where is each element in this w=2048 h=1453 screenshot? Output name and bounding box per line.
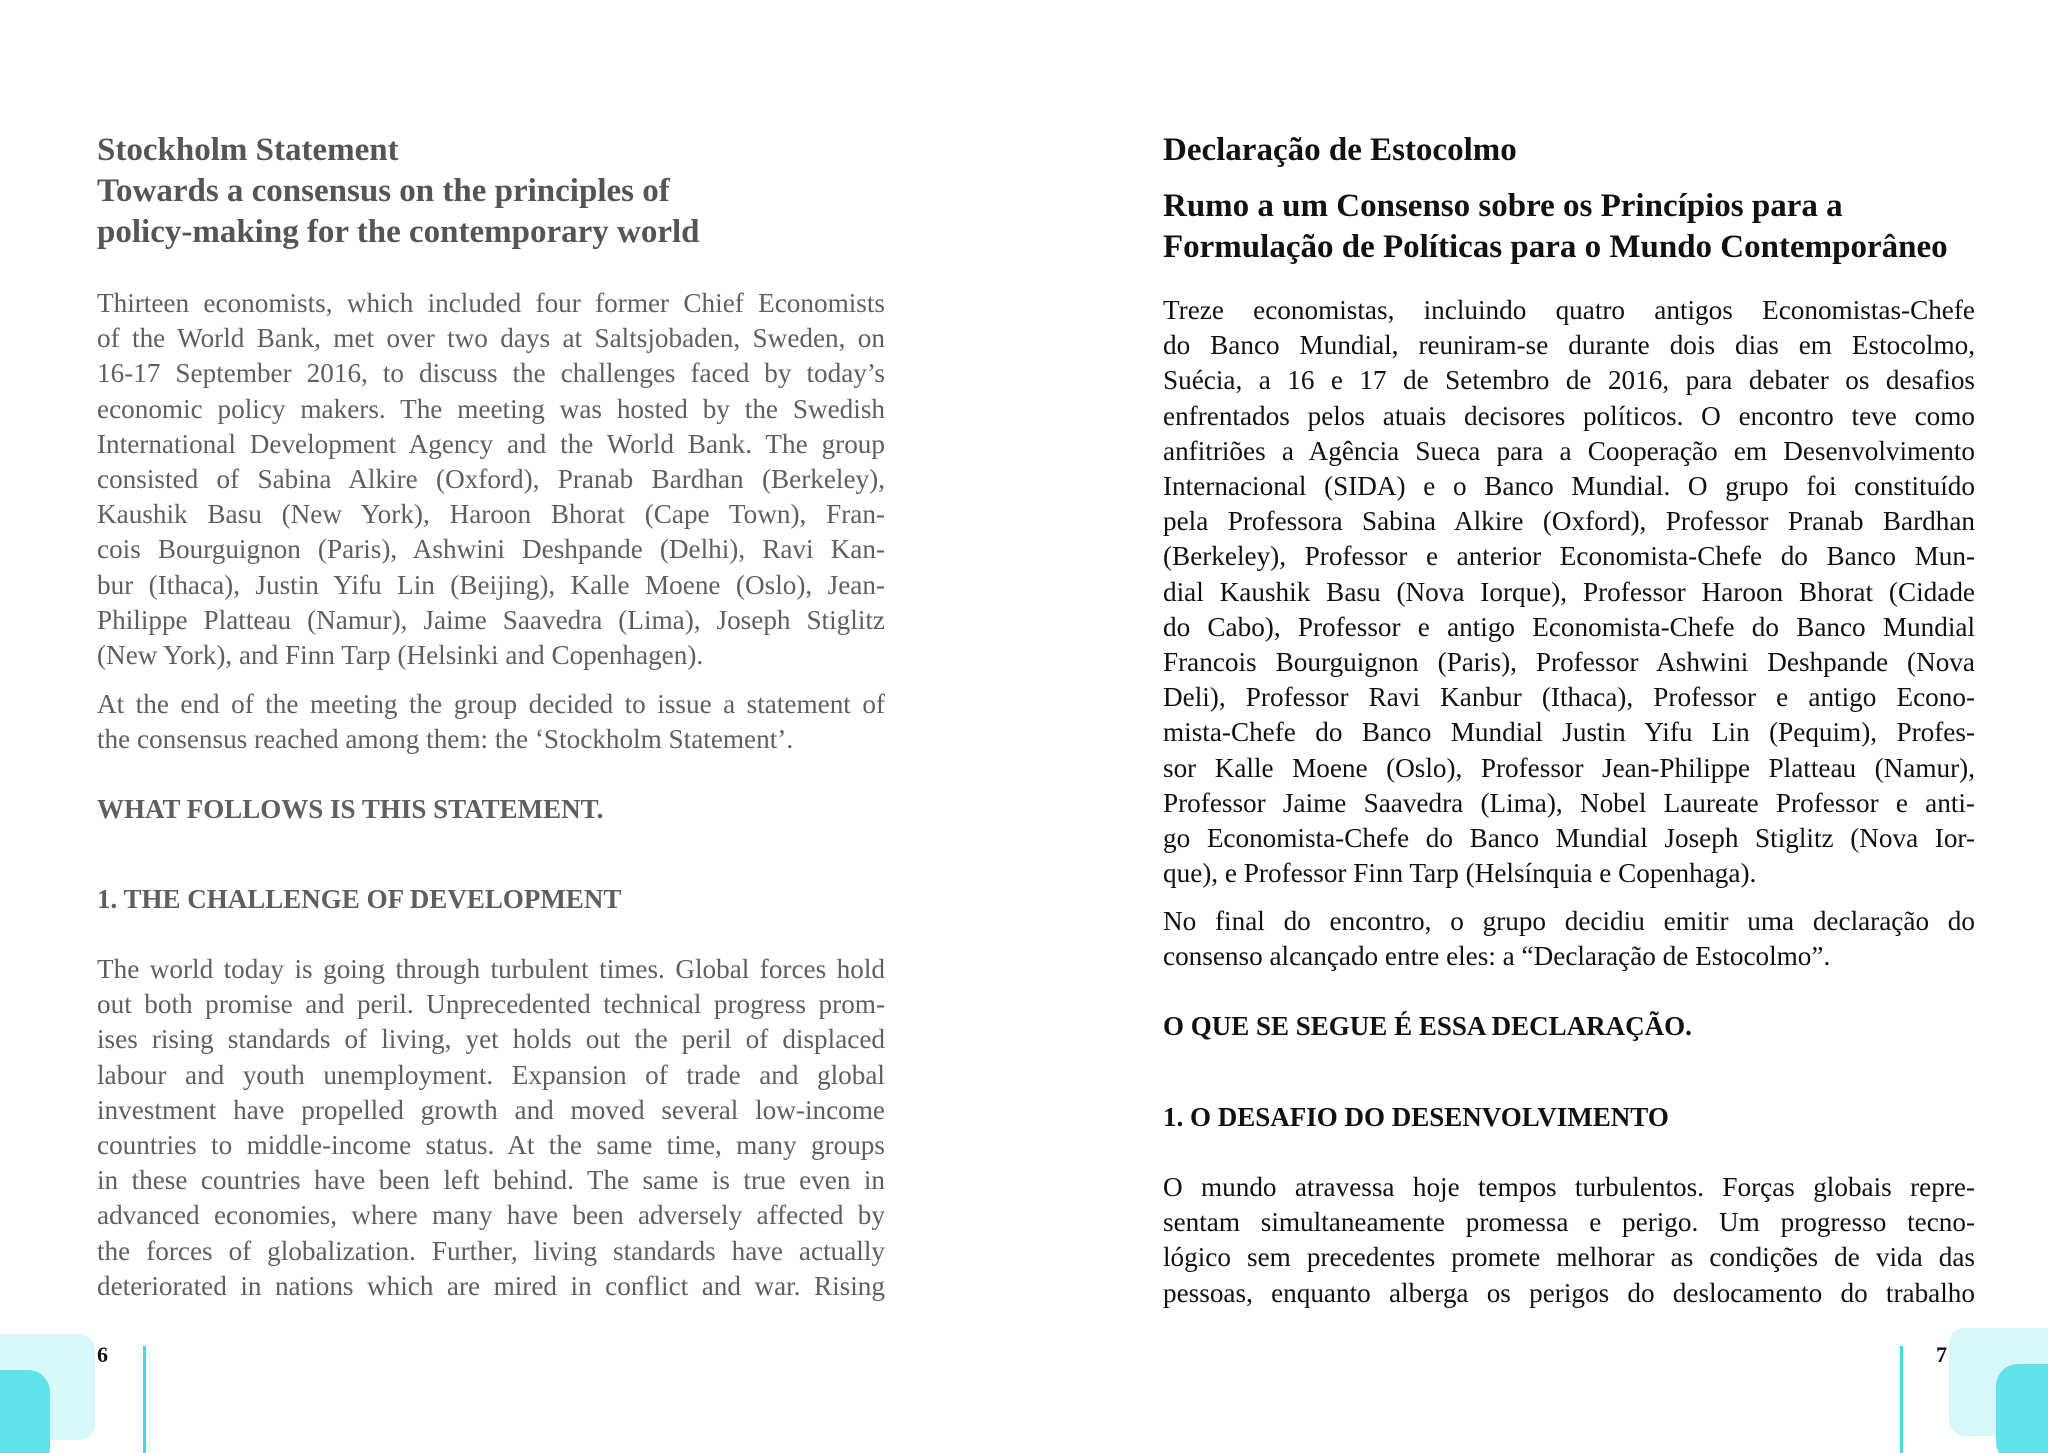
left-title-block [97, 130, 885, 253]
page-subtitle-line-1: Rumo a um Consenso sobre os Princípios para a [1163, 188, 1843, 224]
paragraph-line: enfrentados pelos atuais decisores políticos. O encontro teve como [1163, 400, 1975, 431]
paragraph-line: (Berkeley), Professor e anterior Economista-Chefe do Banco Mun- [1163, 541, 1975, 572]
paragraph-line: At the end of the meeting the group decided to issue a statement of [97, 689, 885, 719]
statement-heading: O QUE SE SEGUE É ESSA DECLARAÇÃO. [1163, 1011, 1692, 1041]
paragraph-line: pela Professora Sabina Alkire (Oxford), Professor Pranab Bardhan [1163, 506, 1975, 537]
page-tab-accent [0, 1370, 50, 1453]
paragraph-line: Thirteen economists, which included four former Chief Economists [97, 288, 885, 318]
paragraph-line: Deli), Professor Ravi Kanbur (Ithaca), Professor e antigo Econo- [1163, 682, 1975, 713]
paragraph-line: sor Kalle Moene (Oslo), Professor Jean-Philippe Platteau (Namur), [1163, 752, 1975, 783]
page-title: Stockholm Statement [97, 132, 399, 168]
left-challenge-paragraph [97, 952, 885, 1304]
page-rule [1900, 1346, 1903, 1453]
paragraph-line: do Banco Mundial, reuniram-se durante dois dias em Estocolmo, [1163, 330, 1975, 361]
paragraph-line: out both promise and peril. Unprecedented technical progress prom- [97, 989, 885, 1020]
paragraph-line: deteriorated in nations which are mired in conflict and war. Rising [97, 1270, 885, 1301]
page-number: 7 [1936, 1342, 1947, 1367]
section-heading: 1. THE CHALLENGE OF DEVELOPMENT [97, 884, 622, 914]
right-intro-paragraph [1163, 293, 1975, 891]
paragraph-line: The world today is going through turbulent times. Global forces hold [97, 954, 885, 984]
paragraph-line: countries to middle-income status. At the same time, many groups [97, 1130, 885, 1161]
paragraph-line: the consensus reached among them: the ‘Stockholm Statement’. [97, 724, 794, 755]
paragraph-line: que), e Professor Finn Tarp (Helsínquia e Copenhaga). [1163, 858, 1757, 889]
page-rule [143, 1346, 146, 1453]
right-challenge-paragraph [1163, 1170, 1975, 1311]
statement-heading: WHAT FOLLOWS IS THIS STATEMENT. [97, 794, 604, 824]
paragraph-line: International Development Agency and the World Bank. The group [97, 428, 885, 459]
paragraph-line: dial Kaushik Basu (Nova Iorque), Professor Haroon Bhorat (Cidade [1163, 576, 1975, 607]
paragraph-line: Professor Jaime Saavedra (Lima), Nobel Laureate Professor e anti- [1163, 787, 1975, 818]
paragraph-line: Kaushik Basu (New York), Haroon Bhorat (Cape Town), Fran- [97, 499, 885, 530]
page-tab-accent [1996, 1364, 2048, 1453]
right-title-block [1163, 130, 1975, 268]
paragraph-line: lógico sem precedentes promete melhorar as condições de vida das [1163, 1242, 1975, 1273]
paragraph-line: No final do encontro, o grupo decidiu emitir uma declaração do [1163, 906, 1975, 936]
page-subtitle-line-2: policy-making for the contemporary world [97, 214, 700, 250]
right-page [1024, 0, 2048, 1453]
paragraph-line: Internacional (SIDA) e o Banco Mundial. O grupo foi constituído [1163, 471, 1975, 502]
page-number: 6 [97, 1342, 108, 1367]
paragraph-line: (New York), and Finn Tarp (Helsinki and Copenhagen). [97, 640, 704, 671]
paragraph-line: do Cabo), Professor e antigo Economista-Chefe do Banco Mundial [1163, 611, 1975, 642]
left-consensus-paragraph [97, 687, 885, 757]
paragraph-line: pessoas, enquanto alberga os perigos do deslocamento do trabalho [1163, 1277, 1975, 1308]
paragraph-line: Francois Bourguignon (Paris), Professor Ashwini Deshpande (Nova [1163, 647, 1975, 678]
right-consensus-paragraph [1163, 904, 1975, 974]
paragraph-line: in these countries have been left behind. The same is true even in [97, 1165, 885, 1196]
paragraph-line: Philippe Platteau (Namur), Jaime Saavedra (Lima), Joseph Stiglitz [97, 604, 885, 635]
paragraph-line: advanced economies, where many have been adversely affected by [97, 1200, 885, 1231]
paragraph-line: bur (Ithaca), Justin Yifu Lin (Beijing), Kalle Moene (Oslo), Jean- [97, 569, 885, 600]
paragraph-line: economic policy makers. The meeting was hosted by the Swedish [97, 393, 885, 424]
paragraph-line: Treze economistas, incluindo quatro antigos Economistas-Chefe [1163, 295, 1975, 325]
paragraph-line: ises rising standards of living, yet holds out the peril of displaced [97, 1024, 885, 1055]
paragraph-line: mista-Chefe do Banco Mundial Justin Yifu Lin (Pequim), Profes- [1163, 717, 1975, 748]
paragraph-line: anfitriões a Agência Sueca para a Cooperação em Desenvolvimento [1163, 435, 1975, 466]
paragraph-line: cois Bourguignon (Paris), Ashwini Deshpande (Delhi), Ravi Kan- [97, 534, 885, 565]
page-title: Declaração de Estocolmo [1163, 132, 1517, 168]
section-heading: 1. O DESAFIO DO DESENVOLVIMENTO [1163, 1102, 1669, 1132]
left-intro-paragraph [97, 286, 885, 673]
paragraph-line: O mundo atravessa hoje tempos turbulentos. Forças globais repre- [1163, 1172, 1975, 1202]
paragraph-line: Suécia, a 16 e 17 de Setembro de 2016, para debater os desafios [1163, 365, 1975, 396]
paragraph-line: sentam simultaneamente promessa e perigo. Um progresso tecno- [1163, 1207, 1975, 1238]
paragraph-line: investment have propelled growth and moved several low-income [97, 1094, 885, 1125]
paragraph-line: 16-17 September 2016, to discuss the challenges faced by today’s [97, 358, 885, 389]
paragraph-line: go Economista-Chefe do Banco Mundial Joseph Stiglitz (Nova Ior- [1163, 823, 1975, 854]
page-subtitle-line-2: Formulação de Políticas para o Mundo Contemporâneo [1163, 229, 1948, 265]
page-subtitle-line-1: Towards a consensus on the principles of [97, 173, 670, 209]
paragraph-line: of the World Bank, met over two days at Saltsjobaden, Sweden, on [97, 323, 885, 354]
paragraph-line: consisted of Sabina Alkire (Oxford), Pranab Bardhan (Berkeley), [97, 464, 885, 495]
paragraph-line: labour and youth unemployment. Expansion of trade and global [97, 1059, 885, 1090]
paragraph-line: the forces of globalization. Further, living standards have actually [97, 1235, 885, 1266]
paragraph-line: consenso alcançado entre eles: a “Declaração de Estocolmo”. [1163, 941, 1831, 972]
